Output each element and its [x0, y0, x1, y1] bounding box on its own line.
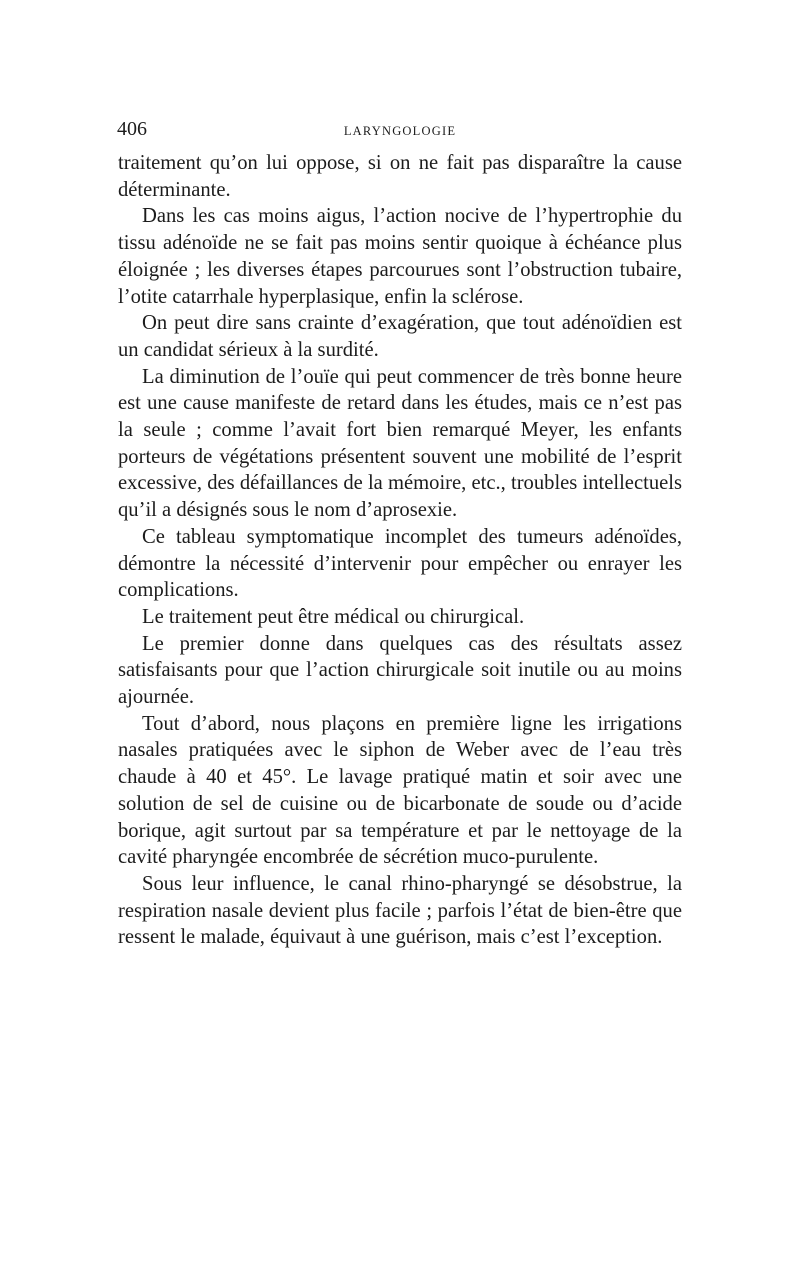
text-body — [118, 150, 682, 951]
page-number: 406 — [117, 118, 147, 140]
paragraph-continuation: traitement qu’on lui oppose, si on ne fait pas disparaître la cause déterminante. — [118, 152, 682, 201]
paragraph: Sous leur influence, le canal rhino-pharyngé se désobstrue, la respiration nasale devient plus facile ; parfois l’état de bien-être que ressent le malade, équivaut à une guérison, mais c’est l’exception. — [118, 872, 682, 949]
paragraph: On peut dire sans crainte d’exagération, que tout adénoïdien est un candidat sérieux à la surdité. — [118, 312, 682, 361]
paragraph: La diminution de l’ouïe qui peut commencer de très bonne heure est une cause manifeste de retard dans les études, mais ce n’est pas la seule ; comme l’avait fort bien remarqué Meyer, les enfants porteurs de végétations présentent souvent une mobilité de l’esprit excessive, des défaillances de la mémoire, etc., troubles intellectuels qu’il a désignés sous le nom d’aprosexie. — [118, 365, 682, 522]
running-title: LARYNGOLOGIE — [343, 124, 457, 138]
paragraph: Le traitement peut être médical ou chirurgical. — [142, 605, 525, 628]
paragraph: Dans les cas moins aigus, l’action nocive de l’hypertrophie du tissu adénoïde ne se fait pas moins sentir quoique à échéance plus éloignée ; les diverses étapes parcourues sont l’obstruction tubaire, l’otite catarrhale hyperplasique, enfin la sclérose. — [118, 205, 682, 308]
paragraph: Le premier donne dans quelques cas des résultats assez satisfaisants pour que l’action chirurgicale soit inutile ou au moins ajournée. — [118, 632, 682, 709]
running-head — [117, 114, 683, 144]
paragraph: Ce tableau symptomatique incomplet des tumeurs adénoïdes, démontre la nécessité d’intervenir pour empêcher ou enrayer les complications. — [118, 525, 682, 602]
paragraph: Tout d’abord, nous plaçons en première ligne les irrigations nasales pratiquées avec le siphon de Weber avec de l’eau très chaude à 40 et 45°. Le lavage pratiqué matin et soir avec une solution de sel de cuisine ou de bicarbonate de soude ou d’acide borique, agit surtout par sa température et par le nettoyage de la cavité pharyngée encombrée de sécrétion muco-purulente. — [118, 712, 682, 869]
